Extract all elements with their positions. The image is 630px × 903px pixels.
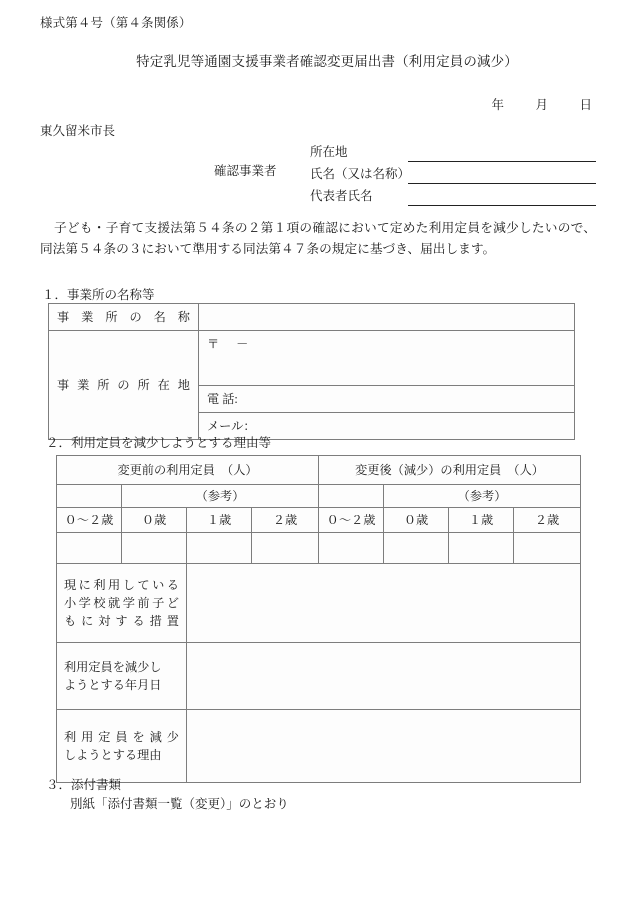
applicant-representative-input[interactable] — [408, 190, 596, 206]
postal-separator: － — [236, 337, 249, 351]
facility-name-input[interactable] — [199, 304, 575, 331]
table-row — [49, 331, 575, 386]
section2-heading: ２．利用定員を減少しようとする理由等 — [46, 436, 272, 450]
facility-phone-input[interactable] — [199, 386, 575, 413]
age-header-after-0: ０歳 — [384, 508, 449, 533]
capacity-after-blank-cell — [319, 485, 384, 508]
facility-mail-label: メール： — [207, 418, 256, 433]
capacity-input-after-2[interactable] — [514, 533, 581, 564]
capacity-before-group-label: 変更前の利用定員 （人） — [57, 456, 319, 485]
capacity-after-reference-label: （参考） — [384, 485, 581, 508]
reduction-date-input[interactable] — [187, 643, 581, 710]
measures-input[interactable] — [187, 564, 581, 643]
reduction-reason-input[interactable] — [187, 710, 581, 783]
age-header-before-0to2: ０～２歳 — [57, 508, 122, 533]
age-header-before-0: ０歳 — [122, 508, 187, 533]
capacity-input-before-1[interactable] — [187, 533, 252, 564]
applicant-block — [214, 140, 596, 206]
applicant-side-label: 確認事業者 — [214, 164, 277, 178]
date-day-label: 日 — [579, 98, 592, 112]
section3-detail: 別紙「添付書類一覧（変更）」のとおり — [70, 797, 289, 811]
capacity-reference-header-row — [57, 485, 581, 508]
capacity-age-header-row — [57, 508, 581, 533]
capacity-input-after-1[interactable] — [449, 533, 514, 564]
applicant-representative-label: 代表者氏名 — [310, 188, 373, 203]
applicant-name-input[interactable] — [408, 168, 596, 184]
age-header-after-2: ２歳 — [514, 508, 581, 533]
applicant-address-input[interactable] — [408, 146, 596, 162]
capacity-group-header-row — [57, 456, 581, 485]
date-year-label: 年 — [491, 98, 504, 112]
page-title: 特定乳児等通園支援事業者確認変更届出書（利用定員の減少） — [136, 54, 518, 69]
capacity-input-before-0to2[interactable] — [57, 533, 122, 564]
applicant-address-label: 所在地 — [310, 144, 348, 159]
capacity-before-reference-label: （参考） — [122, 485, 319, 508]
capacity-input-after-0[interactable] — [384, 533, 449, 564]
form-number: 様式第４号（第４条関係） — [40, 16, 192, 30]
body-paragraph: 子ども・子育て支援法第５４条の２第１項の確認において定めた利用定員を減少したいので、同法第５４条の３において準用する同法第４７条の規定に基づき、届出します。 — [40, 221, 596, 256]
facility-address-label: 事業所の所在地 — [49, 331, 199, 440]
age-header-before-2: ２歳 — [252, 508, 319, 533]
capacity-change-table — [56, 455, 581, 783]
table-row — [57, 643, 581, 710]
applicant-row-representative — [214, 184, 596, 206]
facility-phone-label: 電 話: — [207, 391, 238, 406]
applicant-name-label: 氏名（又は名称） — [310, 166, 411, 181]
postal-mark-icon: 〒 — [207, 337, 220, 351]
reduction-date-label: 利用定員を減少し ようとする年月日 — [57, 643, 187, 710]
capacity-after-group-label: 変更後（減少）の利用定員 （人） — [319, 456, 581, 485]
facility-info-table — [48, 303, 575, 440]
facility-postal-input[interactable] — [199, 331, 575, 386]
capacity-before-blank-cell — [57, 485, 122, 508]
measures-label: 現に利用している 小学校就学前子ど もに対する措置 — [57, 564, 187, 643]
capacity-input-before-2[interactable] — [252, 533, 319, 564]
capacity-input-before-0[interactable] — [122, 533, 187, 564]
reduction-reason-label: 利用定員を減少 しようとする理由 — [57, 710, 187, 783]
section3-heading: ３．添付書類 — [46, 778, 122, 792]
addressee: 東久留米市長 — [40, 124, 116, 138]
applicant-row-address — [214, 140, 596, 162]
age-header-before-1: １歳 — [187, 508, 252, 533]
age-header-after-0to2: ０～２歳 — [319, 508, 384, 533]
date-line — [0, 96, 592, 115]
facility-name-label: 事業所の名称 — [49, 304, 199, 331]
capacity-input-after-0to2[interactable] — [319, 533, 384, 564]
date-month-label: 月 — [535, 98, 548, 112]
section1-heading: １．事業所の名称等 — [42, 288, 155, 302]
table-row — [49, 304, 575, 331]
age-header-after-1: １歳 — [449, 508, 514, 533]
capacity-entry-row — [57, 533, 581, 564]
table-row — [57, 564, 581, 643]
table-row — [57, 710, 581, 783]
